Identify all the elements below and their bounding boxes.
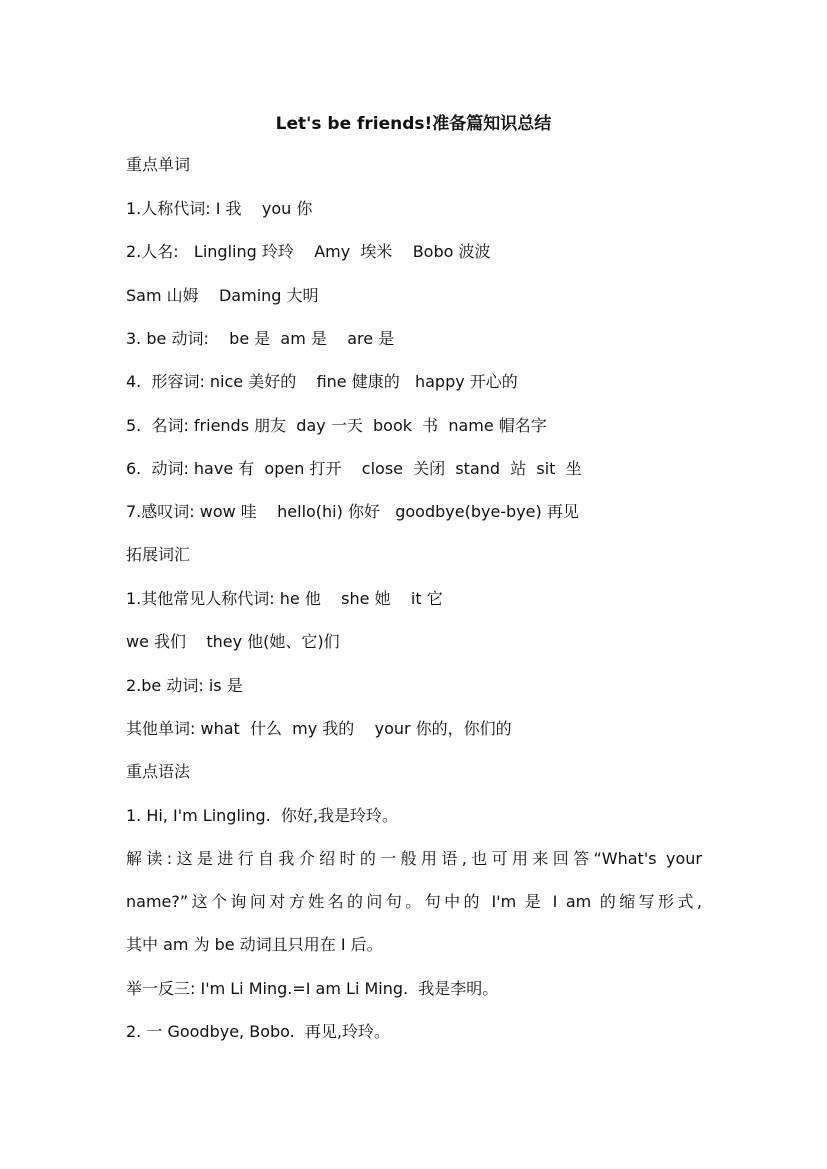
text-line: we 我们 they 他(她、它)们	[126, 632, 340, 651]
text-line: Sam 山姆 Daming 大明	[126, 286, 319, 305]
text-line: 5. 名词: friends 朋友 day 一天 book 书 name 帽名字	[126, 416, 547, 435]
text-line: 解读:这是进行自我介绍时的一般用语,也可用来回答“What's your	[126, 849, 702, 868]
text-line: name?”这个询问对方姓名的问句。句中的 I'm 是 I am 的缩写形式,	[126, 892, 702, 911]
text-line: 1.人称代词: I 我 you 你	[126, 199, 313, 218]
text-line: 其中 am 为 be 动词且只用在 I 后。	[126, 935, 383, 954]
text-line: 3. be 动词: be 是 am 是 are 是	[126, 329, 395, 348]
section-heading-key-words: 重点单词	[126, 155, 191, 174]
document-title: Let's be friends!准备篇知识总结	[275, 114, 552, 134]
text-line: 2. 一 Goodbye, Bobo. 再见,玲玲。	[126, 1022, 390, 1041]
text-line: 6. 动词: have 有 open 打开 close 关闭 stand 站 sit 坐	[126, 459, 582, 478]
text-line: 其他单词: what 什么 my 我的 your 你的，你们的	[126, 719, 512, 738]
text-line: 1. Hi, I'm Lingling. 你好,我是玲玲。	[126, 806, 398, 825]
section-heading-key-grammar: 重点语法	[126, 762, 191, 781]
text-line: 举一反三: I'm Li Ming.=I am Li Ming. 我是李明。	[126, 979, 499, 998]
text-line: 2.人名: Lingling 玲玲 Amy 埃米 Bobo 波波	[126, 242, 491, 261]
text-line: 4. 形容词: nice 美好的 fine 健康的 happy 开心的	[126, 372, 518, 391]
text-line: 7.感叹词: wow 哇 hello(hi) 你好 goodbye(bye-bye) 再见	[126, 502, 579, 521]
text-line: 2.be 动词: is 是	[126, 676, 243, 695]
section-heading-extended-vocabulary: 拓展词汇	[126, 545, 191, 564]
text-line: 1.其他常见人称代词: he 他 she 她 it 它	[126, 589, 443, 608]
